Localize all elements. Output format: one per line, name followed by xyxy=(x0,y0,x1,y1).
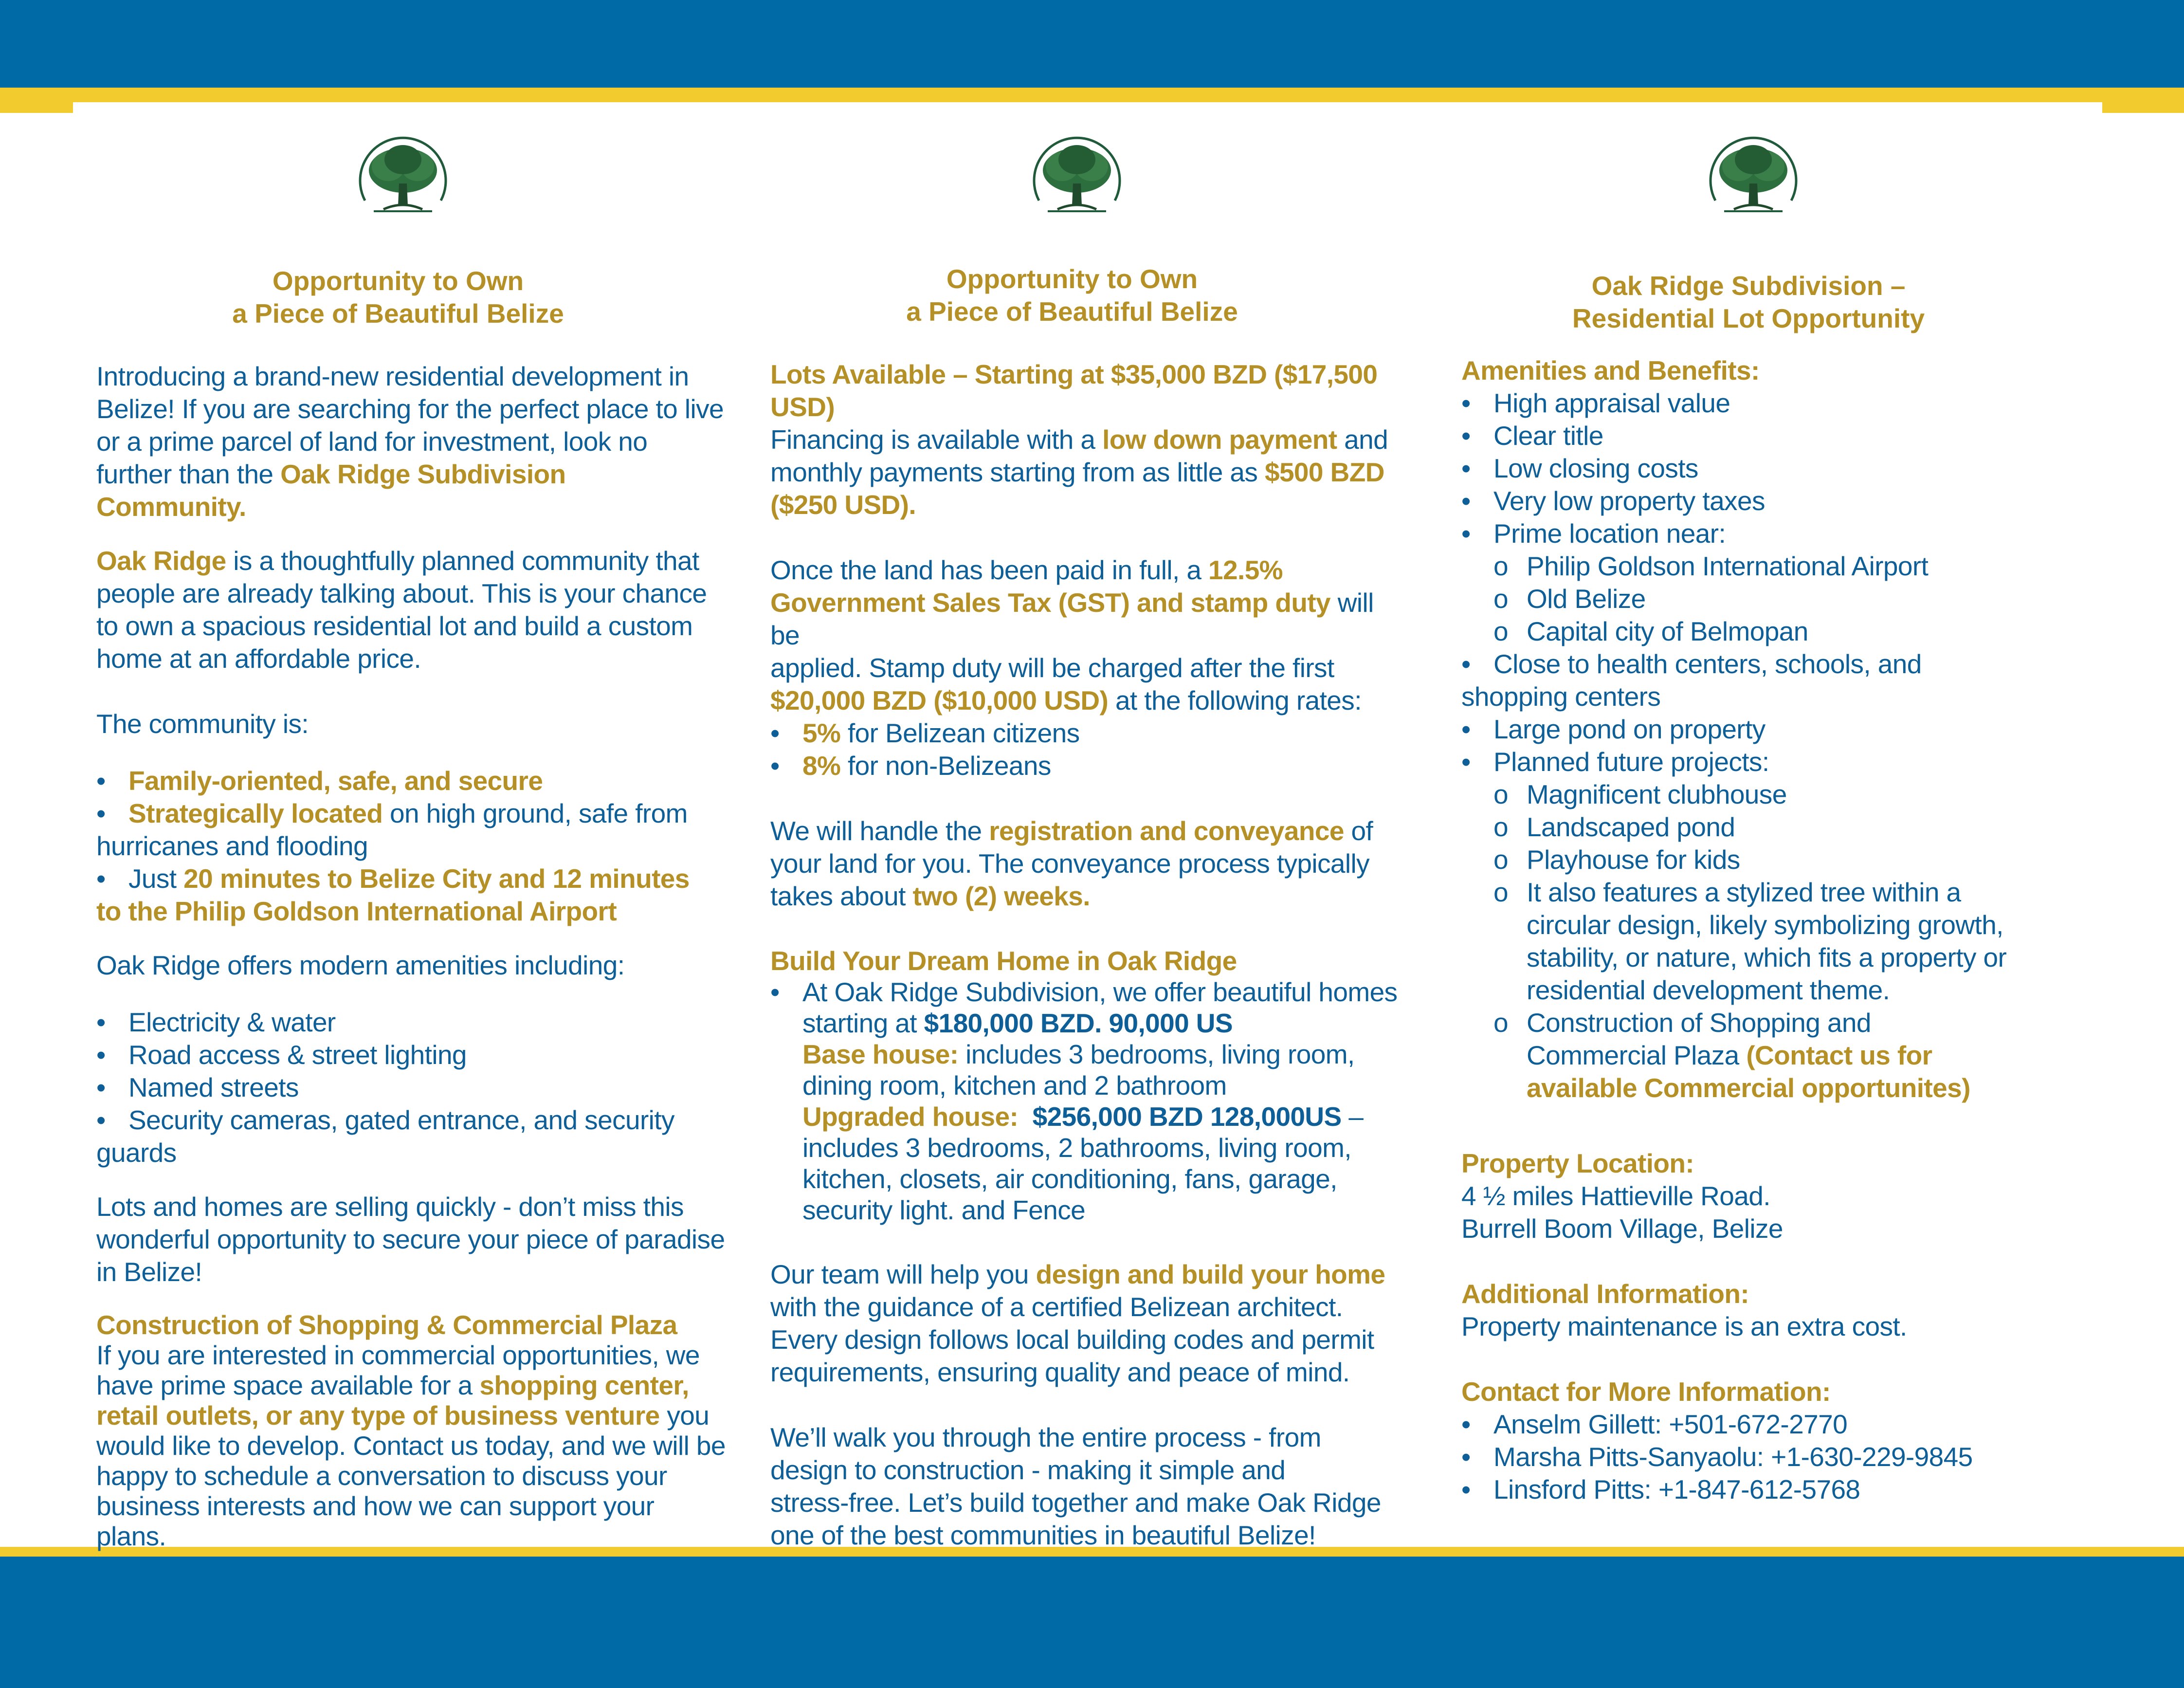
bullet-item: • Family-oriented, safe, and secure xyxy=(96,766,543,796)
location-subitem: o Capital city of Belmopan xyxy=(1493,616,1808,646)
upgrade-line: kitchen, closets, air conditioning, fans, garage, xyxy=(802,1164,1337,1194)
reg-line: your land for you. The conveyance process typically xyxy=(770,848,1369,879)
panel-title-line2: a Piece of Beautiful Belize xyxy=(906,296,1238,327)
benefit-item: • Large pond on property xyxy=(1461,714,1765,744)
para-line: home at an affordable price. xyxy=(96,643,421,674)
team-line: requirements, ensuring quality and peace of mind. xyxy=(770,1357,1350,1387)
para-line: Oak Ridge is a thoughtfully planned community that xyxy=(96,546,699,576)
fin-line: ($250 USD). xyxy=(770,490,916,520)
project-subitem: o Magnificent clubhouse xyxy=(1493,779,1787,809)
walk-line: one of the best communities in beautiful Belize! xyxy=(770,1520,1316,1550)
oak-tree-logo-icon xyxy=(1028,128,1126,225)
tax-line: $20,000 BZD ($10,000 USD) at the following rates: xyxy=(770,685,1362,716)
contact-item: • Marsha Pitts-Sanyaolu: +1-630-229-9845 xyxy=(1461,1442,1973,1472)
intro-line: Belize! If you are searching for the perfect place to live xyxy=(96,394,724,424)
location-line: 4 ½ miles Hattieville Road. xyxy=(1461,1181,1770,1211)
benefit-item: • Prime location near: xyxy=(1461,518,1726,549)
base-line: dining room, kitchen and 2 bathroom xyxy=(802,1070,1227,1101)
amenity-cont: guards xyxy=(96,1138,177,1168)
plaza-heading: Construction of Shopping & Commercial Plaza xyxy=(96,1310,677,1340)
project-subitem: o Landscaped pond xyxy=(1493,812,1735,842)
intro-line: further than the Oak Ridge Subdivision xyxy=(96,459,566,489)
additional-heading: Additional Information: xyxy=(1461,1279,1749,1309)
team-line: Our team will help you design and build your home xyxy=(770,1259,1385,1289)
location-subitem: o Old Belize xyxy=(1493,584,1646,614)
panel-left xyxy=(96,128,729,1551)
bottom-blue-band xyxy=(0,1557,2184,1688)
sell-line: wonderful opportunity to secure your piece of paradise xyxy=(96,1224,725,1254)
plaza-line: would like to develop. Contact us today, and we will be xyxy=(96,1431,726,1461)
benefit-item: • Clear title xyxy=(1461,421,1603,451)
fin-line: monthly payments starting from as little as $500 BZD xyxy=(770,457,1384,487)
upgrade-line: includes 3 bedrooms, 2 bathrooms, living room, xyxy=(802,1133,1351,1163)
amenity-item: • Electricity & water xyxy=(96,1007,336,1037)
para-line: to own a spacious residential lot and build a custom xyxy=(96,611,693,641)
contact-heading: Contact for More Information: xyxy=(1461,1376,1831,1407)
project-subitem-cont: Commercial Plaza (Contact us for xyxy=(1527,1040,1932,1070)
fin-line: Financing is available with a low down payment and xyxy=(770,424,1388,455)
rate-item: • 8% for non-Belizeans xyxy=(770,751,1051,781)
panel-title-line2: Residential Lot Opportunity xyxy=(1572,303,1925,333)
plaza-line: business interests and how we can support your plans. xyxy=(96,1491,655,1551)
intro-line: or a prime parcel of land for investment, look no xyxy=(96,426,648,457)
amenity-item: • Named streets xyxy=(96,1072,299,1102)
location-line: Burrell Boom Village, Belize xyxy=(1461,1213,1783,1244)
para-line: people are already talking about. This is your chance xyxy=(96,578,707,608)
sell-line: Lots and homes are selling quickly - don’t miss this xyxy=(96,1192,684,1222)
location-heading: Property Location: xyxy=(1461,1148,1694,1178)
contact-item: • Linsford Pitts: +1-847-612-5768 xyxy=(1461,1474,1860,1505)
build-heading: Build Your Dream Home in Oak Ridge xyxy=(770,946,1237,976)
plaza-line: retail outlets, or any type of business venture you xyxy=(96,1400,710,1431)
tax-line: Once the land has been paid in full, a 12.5% xyxy=(770,555,1283,585)
top-blue-band xyxy=(0,0,2184,88)
panel-title-line1: Oak Ridge Subdivision – xyxy=(1591,271,1906,301)
team-line: Every design follows local building codes and permit xyxy=(770,1324,1374,1355)
bullet-cont: hurricanes and flooding xyxy=(96,831,368,861)
amenities-intro: Oak Ridge offers modern amenities including: xyxy=(96,950,625,980)
top-white-edge xyxy=(73,102,2102,113)
community-heading: The community is: xyxy=(96,709,309,739)
upgrade-line: security light. and Fence xyxy=(802,1195,1086,1225)
panel-middle xyxy=(770,128,1403,1552)
benefit-cont: shopping centers xyxy=(1461,681,1661,712)
project-subitem: o Playhouse for kids xyxy=(1493,844,1740,875)
bullet-item: • Strategically located on high ground, safe from xyxy=(96,798,688,828)
reg-line: takes about two (2) weeks. xyxy=(770,881,1090,911)
oak-tree-logo-icon xyxy=(1705,128,1802,225)
team-line: with the guidance of a certified Belizean architect. xyxy=(770,1292,1343,1322)
amenities-heading: Amenities and Benefits: xyxy=(1461,355,1760,385)
project-subitem-cont: circular design, likely symbolizing growth, xyxy=(1527,910,2003,940)
bullet-item: • Just 20 minutes to Belize City and 12 minutes xyxy=(96,863,690,894)
plaza-line: happy to schedule a conversation to discuss your xyxy=(96,1461,667,1491)
project-subitem: o Construction of Shopping and xyxy=(1493,1008,1871,1038)
project-subitem: o It also features a stylized tree within a xyxy=(1493,877,1961,907)
bullet-cont: to the Philip Goldson International Airport xyxy=(96,896,617,926)
oak-tree-logo-icon xyxy=(354,128,452,225)
plaza-line: If you are interested in commercial opportunities, we xyxy=(96,1340,700,1370)
rate-item: • 5% for Belizean citizens xyxy=(770,718,1080,748)
benefit-item: • Planned future projects: xyxy=(1461,747,1769,777)
upgrade-line: Upgraded house: $256,000 BZD 128,000US – xyxy=(802,1101,1364,1132)
tax-line: applied. Stamp duty will be charged after the first xyxy=(770,653,1334,683)
sell-line: in Belize! xyxy=(96,1257,202,1287)
reg-line: We will handle the registration and conveyance of xyxy=(770,816,1373,846)
panel-right xyxy=(1461,128,2094,1506)
panel-title-line1: Opportunity to Own xyxy=(272,266,524,296)
panel-title-line2: a Piece of Beautiful Belize xyxy=(232,298,564,329)
location-subitem: o Philip Goldson International Airport xyxy=(1493,551,1929,581)
amenity-item: • Security cameras, gated entrance, and security xyxy=(96,1105,674,1135)
base-line: Base house: includes 3 bedrooms, living room, xyxy=(802,1039,1355,1069)
plaza-line: have prime space available for a shopping center, xyxy=(96,1370,689,1400)
benefit-item: • Close to health centers, schools, and xyxy=(1461,649,1922,679)
walk-line: We’ll walk you through the entire process - from xyxy=(770,1422,1321,1452)
tax-line: Government Sales Tax (GST) and stamp duty will be xyxy=(770,587,1374,650)
walk-line: stress-free. Let’s build together and make Oak Ridge xyxy=(770,1487,1381,1518)
build-line: • At Oak Ridge Subdivision, we offer beautiful homes xyxy=(770,977,1398,1007)
additional-line: Property maintenance is an extra cost. xyxy=(1461,1311,1907,1341)
lots-heading: Lots Available – Starting at $35,000 BZD ($17,500 xyxy=(770,359,1378,389)
amenity-item: • Road access & street lighting xyxy=(96,1040,467,1070)
intro-line: Community. xyxy=(96,492,246,522)
project-subitem-cont: residential development theme. xyxy=(1527,975,1890,1005)
project-subitem-cont: stability, or nature, which fits a property or xyxy=(1527,942,2007,972)
benefit-item: • Very low property taxes xyxy=(1461,486,1765,516)
project-subitem-cont: available Commercial opportunites) xyxy=(1527,1073,1970,1103)
contact-item: • Anselm Gillett: +501-672-2770 xyxy=(1461,1409,1848,1439)
benefit-item: • High appraisal value xyxy=(1461,388,1730,418)
walk-line: design to construction - making it simple and xyxy=(770,1455,1286,1485)
benefit-item: • Low closing costs xyxy=(1461,453,1698,483)
intro-line: Introducing a brand-new residential development in xyxy=(96,361,689,391)
panel-title-line1: Opportunity to Own xyxy=(946,264,1198,294)
lots-heading: USD) xyxy=(770,392,835,422)
build-line: starting at $180,000 BZD. 90,000 US xyxy=(802,1008,1233,1038)
